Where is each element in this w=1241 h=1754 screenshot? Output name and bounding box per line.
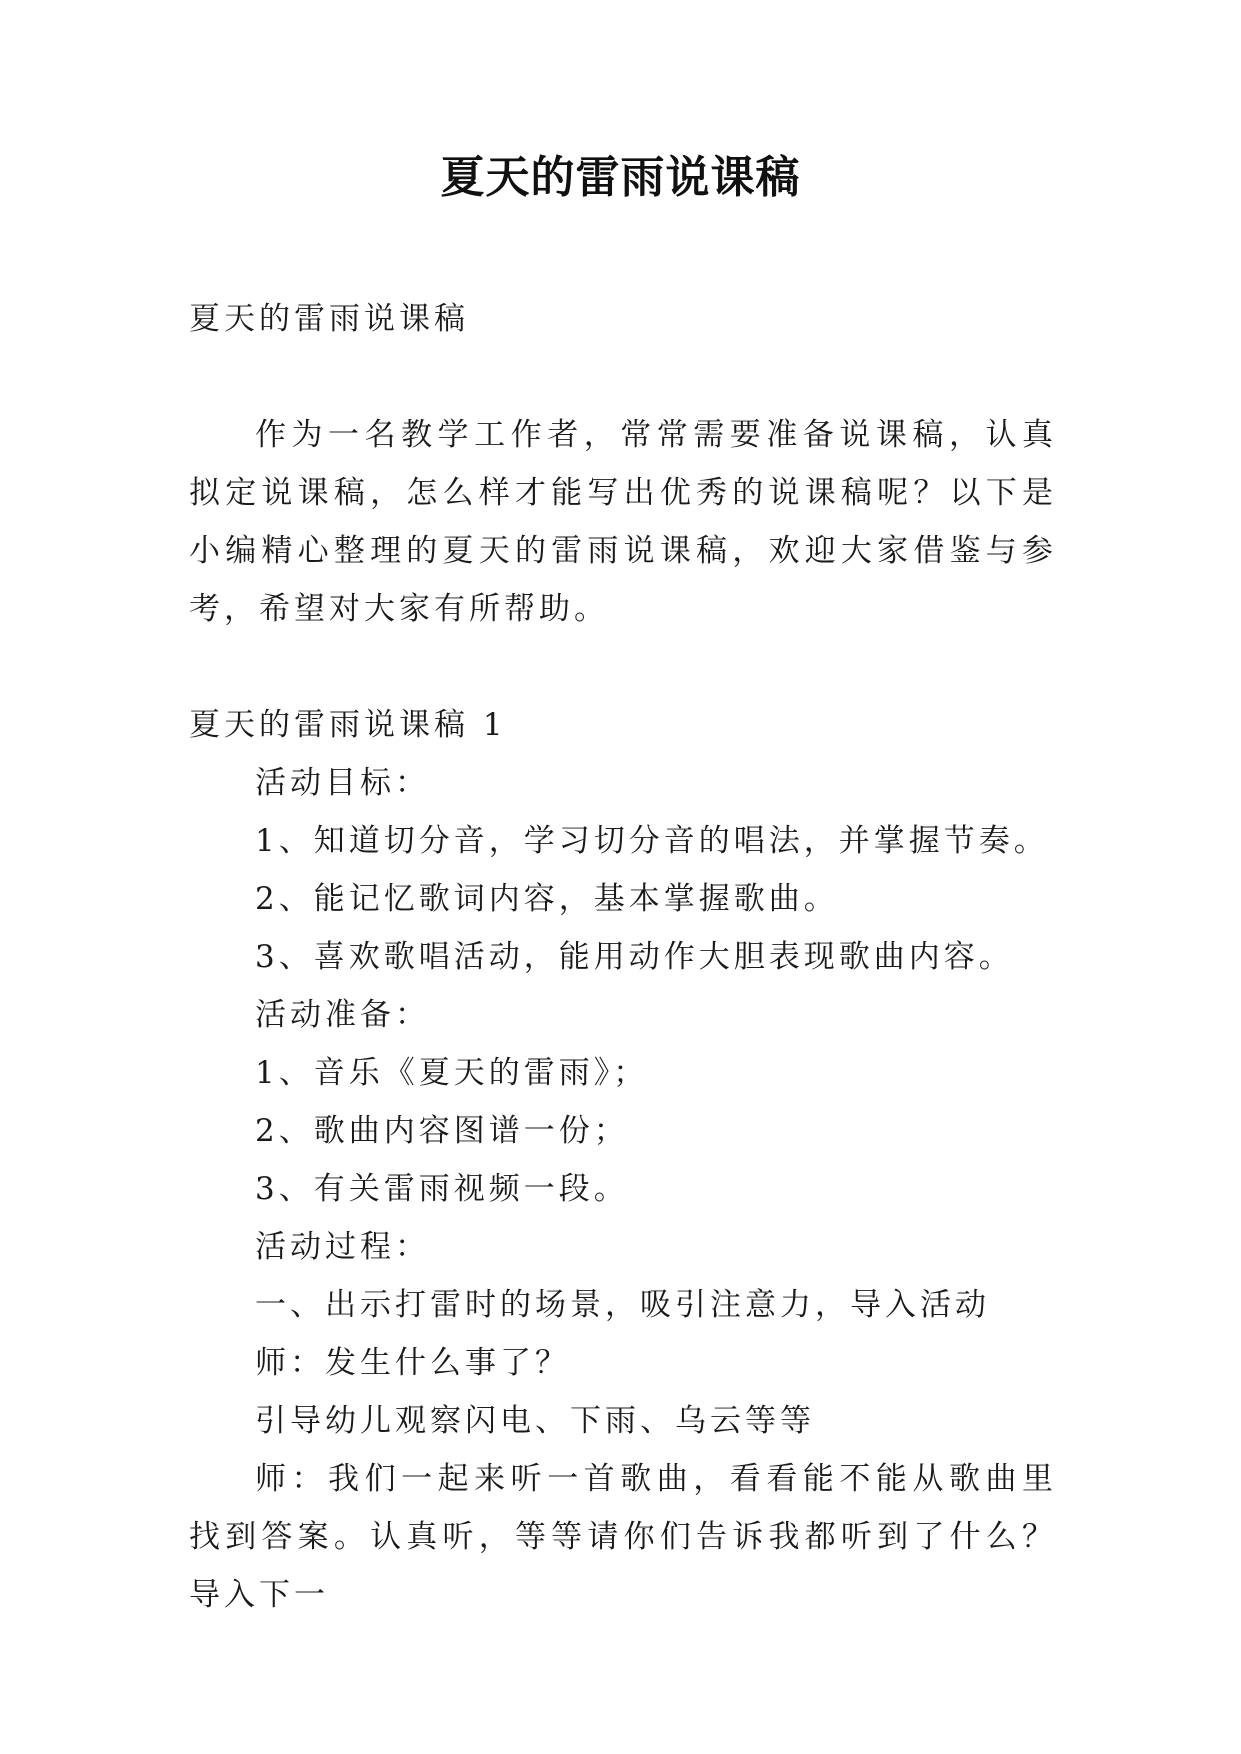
document-body <box>189 290 1057 1624</box>
goal-item-1: 1、知道切分音，学习切分音的唱法，并掌握节奏。 <box>255 823 1049 859</box>
subtitle-paragraph: 夏天的雷雨说课稿 <box>189 301 469 337</box>
section-heading: 夏天的雷雨说课稿 1 <box>189 707 507 743</box>
preparation-item-2: 2、歌曲内容图谱一份； <box>255 1113 629 1149</box>
goal-item-2: 2、能记忆歌词内容，基本掌握歌曲。 <box>255 881 839 917</box>
preparation-heading: 活动准备： <box>255 997 430 1033</box>
teacher-instruction: 师：我们一起来听一首歌曲，看看能不能从歌曲里找到答案。认真听，等等请你们告诉我都听到了什么？导入下一 <box>189 1461 1057 1613</box>
preparation-item-1: 1、音乐《夏天的雷雨》； <box>255 1055 649 1091</box>
preparation-item-3: 3、有关雷雨视频一段。 <box>255 1171 629 1207</box>
teacher-question: 师：发生什么事了？ <box>255 1345 570 1381</box>
process-step-1: 一、出示打雷时的场景，吸引注意力，导入活动 <box>255 1287 990 1323</box>
process-heading: 活动过程： <box>255 1229 430 1265</box>
goals-heading: 活动目标： <box>255 765 430 801</box>
intro-paragraph: 作为一名教学工作者，常常需要准备说课稿，认真拟定说课稿，怎么样才能写出优秀的说课稿呢？以下是小编精心整理的夏天的雷雨说课稿，欢迎大家借鉴与参考，希望对大家有所帮助。 <box>189 417 1057 627</box>
goal-item-3: 3、喜欢歌唱活动，能用动作大胆表现歌曲内容。 <box>255 939 1014 975</box>
document-title: 夏天的雷雨说课稿 <box>440 152 801 203</box>
guidance-text: 引导幼儿观察闪电、下雨、乌云等等 <box>255 1403 815 1439</box>
